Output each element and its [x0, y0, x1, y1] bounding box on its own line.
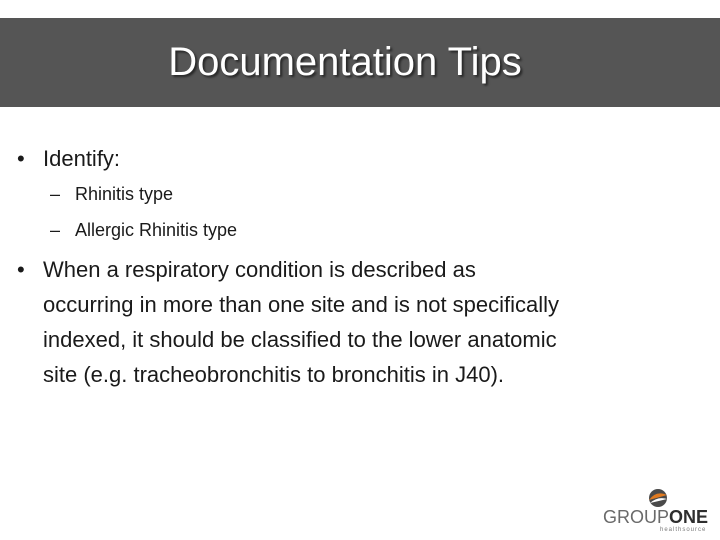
bullet-line: indexed, it should be classified to the lower anatomic	[43, 327, 557, 352]
bullet-respiratory-rule	[43, 252, 663, 392]
dash-icon: –	[50, 184, 61, 204]
logo-subtitle: healthsource	[660, 527, 707, 533]
sub-item-rhinitis-type: Rhinitis type	[75, 184, 174, 204]
bullet-identify: Identify:	[43, 146, 121, 171]
bullet-line: site (e.g. tracheobronchitis to bronchitis in J40).	[43, 362, 505, 387]
dash-icon: –	[50, 220, 61, 240]
sub-item-allergic-rhinitis-type: Allergic Rhinitis type	[75, 220, 238, 240]
bullet-line: occurring in more than one site and is not specifically	[43, 292, 560, 317]
bullet-icon: •	[17, 257, 25, 282]
logo-wordmark: GROUPONE	[603, 507, 709, 527]
bullet-line: When a respiratory condition is described as	[43, 257, 476, 282]
bullet-icon: •	[17, 146, 25, 171]
slide-title: Documentation Tips	[168, 40, 522, 84]
